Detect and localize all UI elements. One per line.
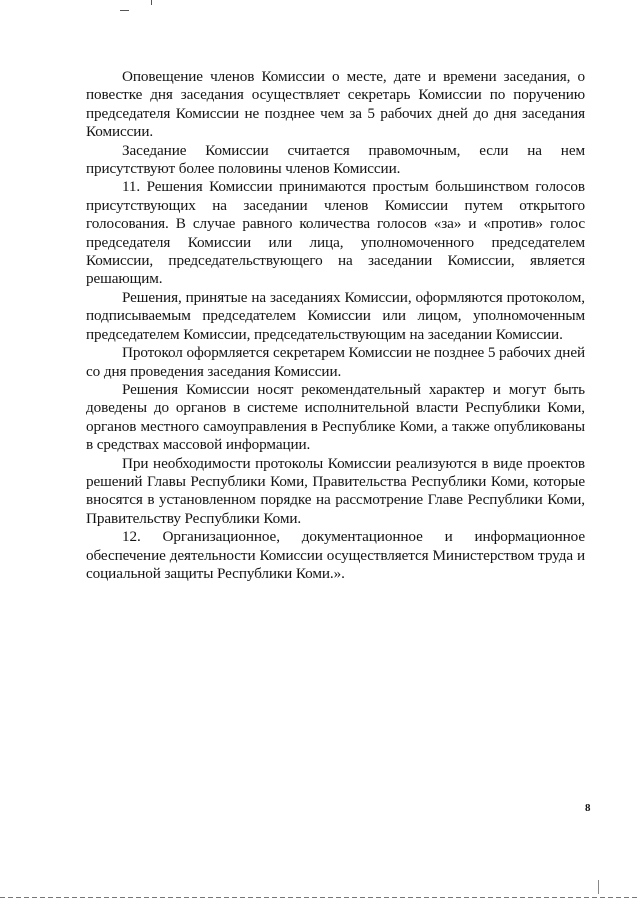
scan-artifact [151,0,152,5]
scan-artifact [120,10,129,11]
scan-artifact [598,880,599,894]
paragraph-recommendations: Решения Комиссии носят рекомендательный характер и могут быть доведены до органов в системе исполнительной власти Республики Коми, органов местного самоуправления в Республике Коми, а также опубликованы в средствах массовой информации. [86,380,585,454]
paragraph-protocol-signing: Решения, принятые на заседаниях Комиссии, оформляются протоколом, подписываемым председателем Комиссии или лицом, уполномоченным председателем Комиссии, председательствующим на заседании Комиссии. [86,288,585,343]
paragraph-decisions-voting: 11. Решения Комиссии принимаются простым большинством голосов присутствующих на заседании членов Комиссии путем открытого голосования. В случае равного количества голосов «за» и «против» голос председателя Комиссии или лица, уполномоченного председателем Комиссии, председательствующего на заседании Комиссии, является решающим. [86,178,585,288]
paragraph-support: 12. Организационное, документационное и информационное обеспечение деятельности Комиссии осуществляется Министерством труда и социальной защиты Республики Коми.». [86,528,585,582]
document-body [86,68,585,583]
paragraph-draft-decisions: При необходимости протоколы Комиссии реализуются в виде проектов решений Главы Республики Коми, Правительства Республики Коми, которые вносятся в установленном порядке на рассмотрение Главе Республики Коми, Правительству Республики Коми. [86,454,585,527]
paragraph-protocol-deadline: Протокол оформляется секретарем Комиссии не позднее 5 рабочих дней со дня проведения заседания Комиссии. [86,344,585,380]
page-bottom-edge [0,897,640,898]
paragraph-quorum: Заседание Комиссии считается правомочным, если на нем присутствуют более половины членов Комиссии. [86,141,585,178]
paragraph-notification: Оповещение членов Комиссии о месте, дате и времени заседания, о повестке дня заседания осуществляет секретарь Комиссии по поручению председателя Комиссии не позднее чем за 5 рабочих дней до дня заседания Комиссии. [86,68,585,141]
page-number: 8 [585,802,591,814]
